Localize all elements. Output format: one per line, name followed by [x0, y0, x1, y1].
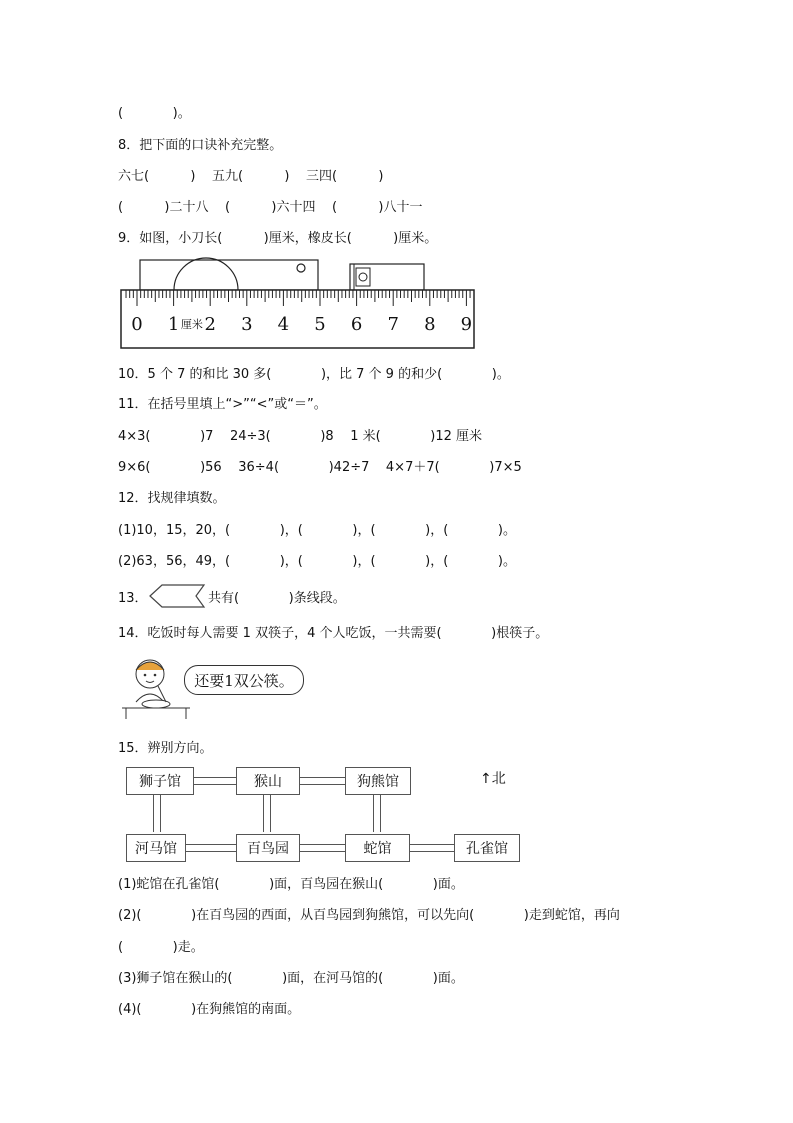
q9-title: 9．如图，小刀长( )厘米，橡皮长( )厘米。 — [118, 231, 438, 246]
ruler-number: 4 — [277, 314, 290, 335]
q14: 14．吃饭时每人需要 1 双筷子，4 个人吃饭，一共需要( )根筷子。 — [118, 626, 549, 641]
q11-row1: 4×3( )7 24÷3( )8 1 米( )12 厘米 — [118, 429, 483, 444]
ruler-number: 8 — [424, 314, 436, 335]
map-box-bottom-1: 百鸟园 — [236, 834, 300, 862]
ruler-number: 6 — [350, 314, 363, 335]
q15-part3: (3)狮子馆在猴山的( )面，在河马馆的( )面。 — [118, 971, 464, 986]
map-box-top-1: 猴山 — [236, 767, 300, 795]
q15-part1: (1)蛇馆在孔雀馆( )面，百鸟园在猴山( )面。 — [118, 877, 464, 892]
q12-title: 12．找规律填数。 — [118, 491, 226, 506]
q13-text: 共有( )条线段。 — [208, 591, 346, 606]
ruler-figure — [118, 256, 478, 352]
map-box-bottom-3: 孔雀馆 — [454, 834, 520, 862]
ruler-number: 9 — [460, 314, 473, 335]
ruler-unit-label: 厘米 — [180, 318, 203, 331]
ruler-number: 7 — [387, 314, 399, 335]
q12-row2: (2)63，56，49，( )，( )，( )，( )。 — [118, 554, 516, 569]
q11-title: 11．在括号里填上“>”“<”或“＝”。 — [118, 397, 327, 412]
q8-title: 8．把下面的口诀补充完整。 — [118, 138, 283, 153]
q15-part2b: ( )走。 — [118, 940, 204, 955]
ruler-number: 1 — [167, 314, 180, 335]
q12-row1: (1)10，15，20，( )，( )，( )，( )。 — [118, 523, 516, 538]
q10: 10．5 个 7 的和比 30 多( )，比 7 个 9 的和少( )。 — [118, 367, 510, 382]
ruler-number: 0 — [131, 314, 143, 335]
north-label: 北 — [491, 771, 506, 787]
q15-part2a: (2)( )在百鸟园的西面，从百鸟园到狗熊馆，可以先向( )走到蛇馆，再向 — [118, 908, 620, 923]
ruler-number: 5 — [314, 314, 326, 335]
q13-shape — [148, 582, 208, 610]
child-eating-illustration — [118, 652, 193, 720]
ruler-number: 2 — [204, 314, 216, 335]
north-arrow-icon: ↑ — [480, 771, 492, 787]
q15-part4: (4)( )在狗熊馆的南面。 — [118, 1002, 301, 1017]
q11-row2: 9×6( )56 36÷4( )42÷7 4×7＋7( )7×5 — [118, 460, 522, 475]
q7-tail: ( )。 — [118, 106, 191, 121]
speech-bubble: 还要1双公筷。 — [184, 665, 304, 695]
north-indicator — [480, 768, 506, 788]
q15-title: 15．辨别方向。 — [118, 741, 213, 756]
map-box-bottom-2: 蛇馆 — [345, 834, 410, 862]
knife-shape — [140, 260, 318, 290]
map-box-top-2: 狗熊馆 — [345, 767, 411, 795]
map-box-top-0: 狮子馆 — [126, 767, 194, 795]
q8-row2: ( )二十八 ( )六十四 ( )八十一 — [118, 200, 423, 215]
ruler-number: 3 — [241, 314, 253, 335]
q13-number: 13． — [118, 591, 148, 606]
map-box-bottom-0: 河马馆 — [126, 834, 186, 862]
q8-row1: 六七( ) 五九( ) 三四( ) — [118, 169, 384, 184]
